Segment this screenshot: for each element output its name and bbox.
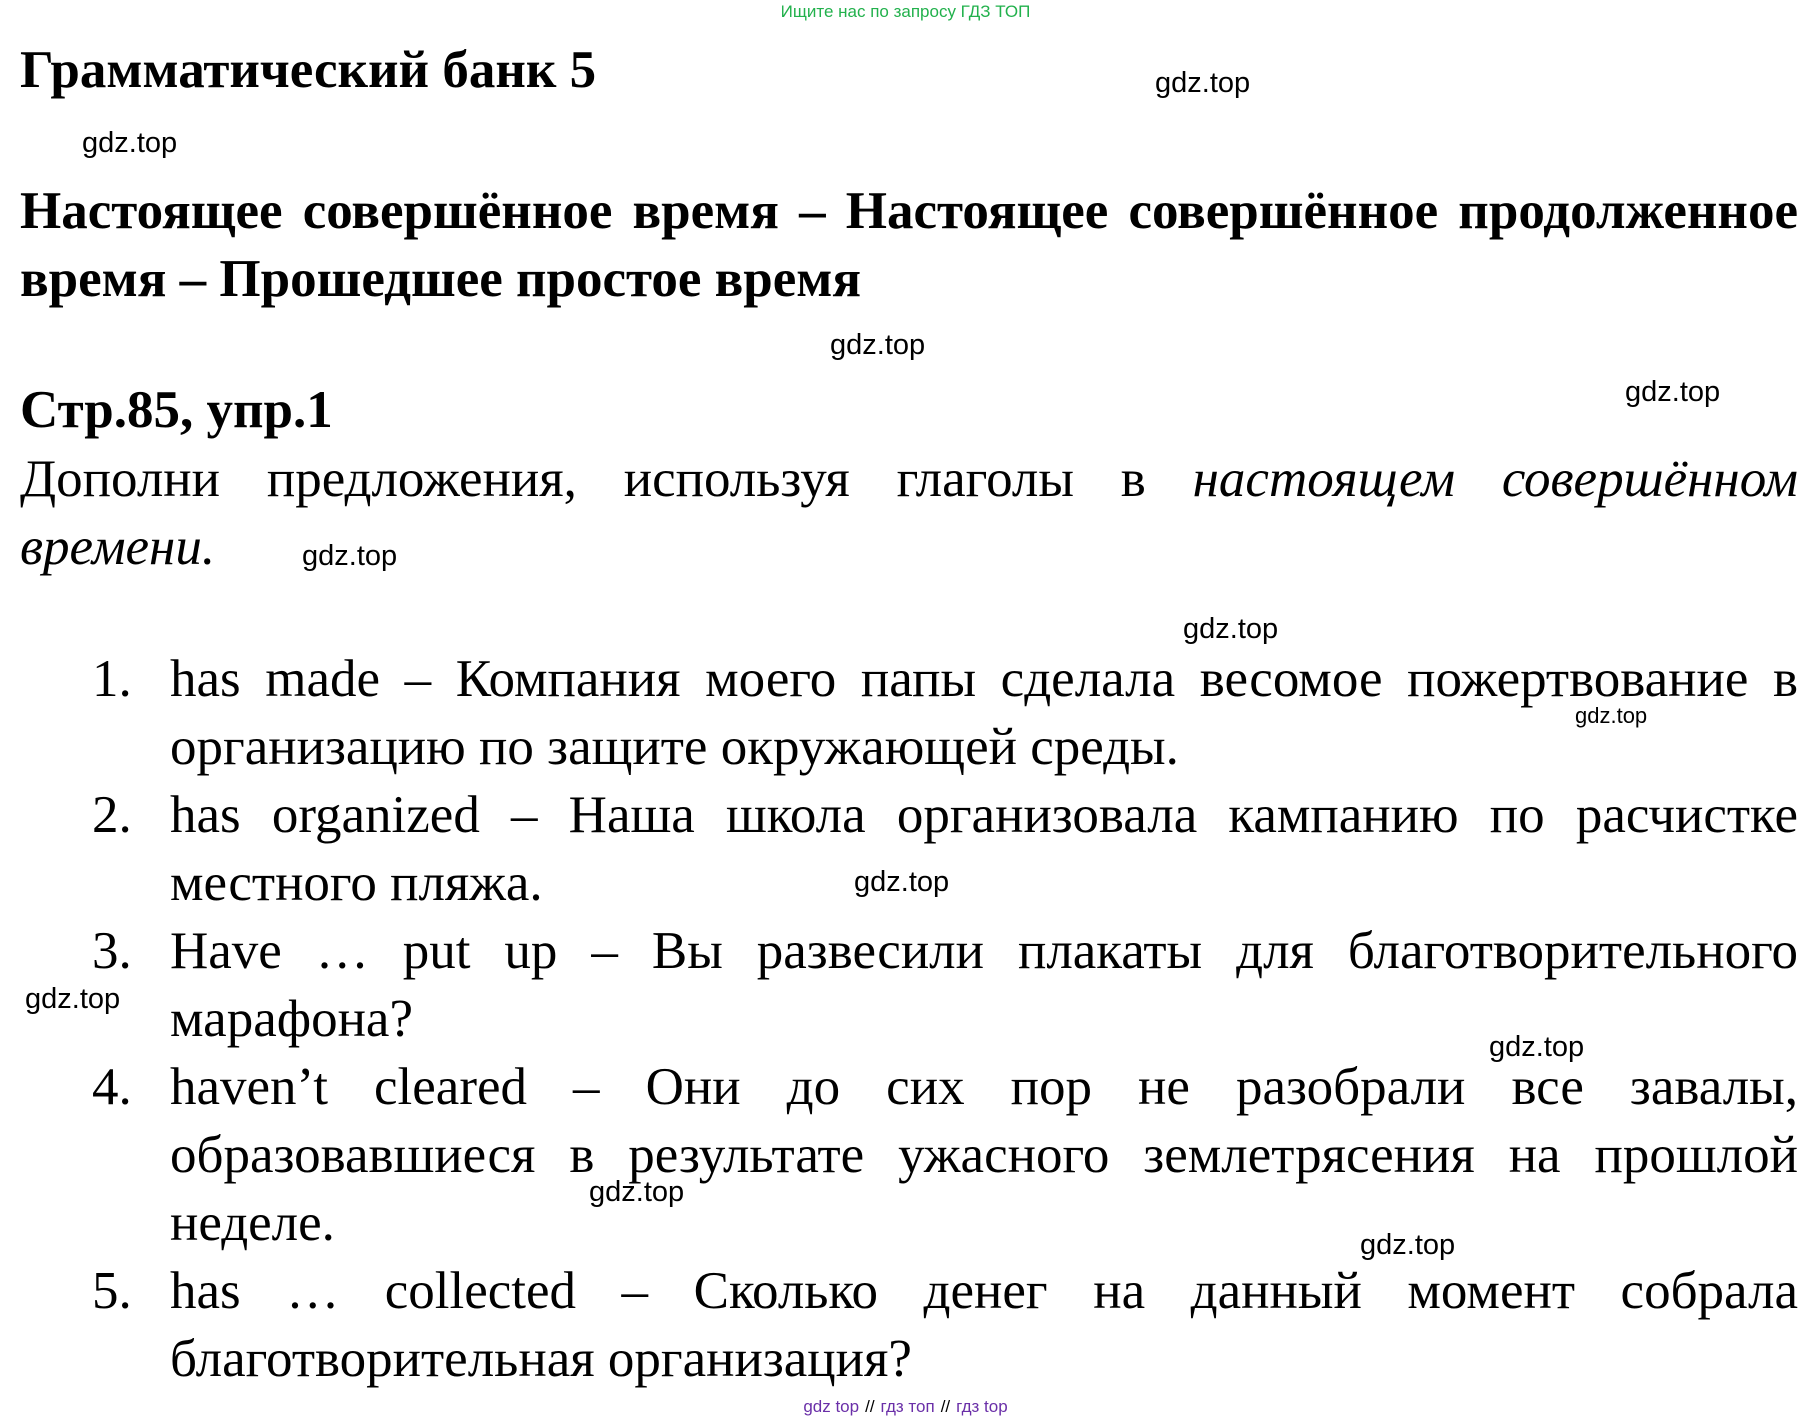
bottom-banner-separator: //: [940, 1397, 951, 1416]
watermark: gdz.top: [830, 329, 926, 361]
answer-text: has made – Компания моего папы сделала весомое пожертвование в организацию по защите окружающей среды.: [170, 650, 1798, 776]
bottom-banner-separator: //: [865, 1397, 875, 1416]
answer-list: [0, 645, 1811, 1393]
answer-item: [0, 1053, 1811, 1257]
watermark: gdz.top: [82, 127, 178, 159]
instruction-italic: настоящем совершённом времени.: [20, 450, 1799, 576]
answer-number: 3.: [92, 922, 132, 980]
answer-text: has … collected – Сколько денег на данный момент собрала благотворительная организация?: [170, 1262, 1798, 1388]
answer-number: 1.: [92, 650, 132, 708]
bottom-banner-item: гдз top: [956, 1397, 1008, 1416]
answer-text: haven’t cleared – Они до сих пор не разобрали все завалы, образовавшиеся в результате ужасного землетрясения на прошлой неделе.: [170, 1058, 1798, 1252]
answer-item: [0, 645, 1811, 781]
watermark: gdz.top: [1625, 376, 1721, 408]
watermark: gdz.top: [1489, 1031, 1585, 1063]
watermark: gdz.top: [25, 983, 121, 1015]
watermark: gdz.top: [589, 1176, 685, 1208]
answer-number: 5.: [92, 1262, 132, 1320]
top-banner: Ищите нас по запросу ГДЗ ТОП: [780, 2, 1031, 21]
answer-number: 4.: [92, 1058, 132, 1116]
instruction-text: Дополни предложения, используя глаголы в: [20, 450, 1193, 508]
bottom-banner-item: гдз топ: [880, 1397, 935, 1416]
answer-item: [0, 1257, 1811, 1393]
watermark: gdz.top: [1155, 67, 1251, 99]
watermark: gdz.top: [1360, 1229, 1456, 1261]
page-title: Грамматический банк 5: [20, 41, 597, 99]
section-subtitle: Настоящее совершённое время – Настоящее совершённое продолженное время – Прошедшее простое время: [20, 182, 1798, 308]
bottom-banner-item: gdz top: [803, 1397, 860, 1416]
answer-number: 2.: [92, 786, 132, 844]
exercise-instruction: [20, 445, 1798, 581]
answer-text: Have … put up – Вы развесили плакаты для благотворительного марафона?: [170, 922, 1798, 1048]
watermark: gdz.top: [302, 540, 398, 572]
bottom-banner: [0, 1397, 1811, 1417]
exercise-reference: Стр.85, упр.1: [20, 381, 333, 439]
watermark: gdz.top: [854, 866, 950, 898]
watermark: gdz.top: [1575, 703, 1648, 728]
answer-text: has organized – Наша школа организовала кампанию по расчистке местного пляжа.: [170, 786, 1798, 912]
watermark: gdz.top: [1183, 613, 1279, 645]
